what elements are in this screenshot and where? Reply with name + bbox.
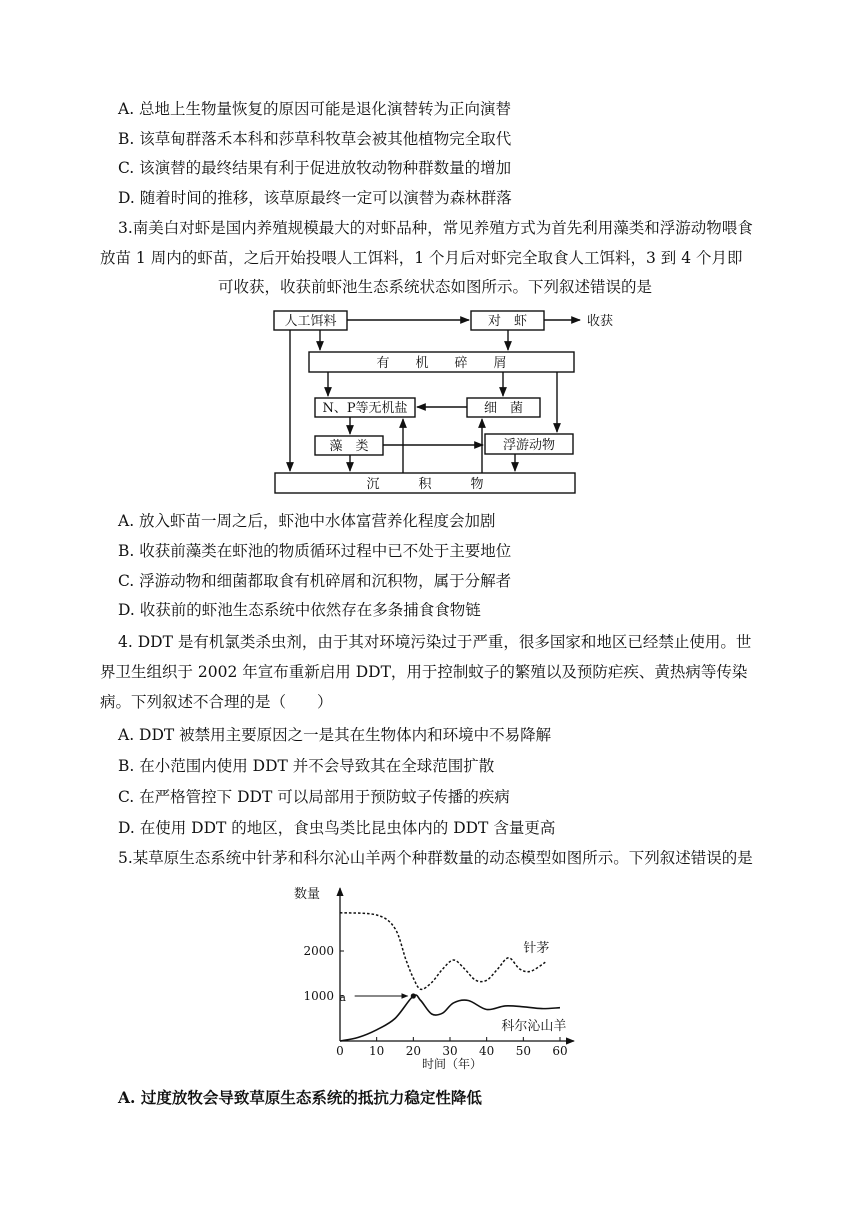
x-tick-label: 20 — [405, 1044, 421, 1058]
q3-option-d: D. 收获前的虾池生态系统中依然存在多条捕食食物链 — [118, 601, 481, 619]
q4-option-b: B. 在小范围内使用 DDT 并不会导致其在全球范围扩散 — [118, 757, 495, 775]
annotation-a: a — [339, 991, 346, 1004]
y-axis-label: 数量 — [294, 887, 321, 902]
population-chart — [290, 880, 590, 1070]
series-needlegrass-line — [340, 913, 545, 990]
algae-label: 藻 类 — [329, 439, 369, 454]
detritus-label: 有 机 碎 屑 — [376, 356, 507, 371]
shrimp-label: 对 虾 — [487, 314, 528, 329]
x-tick-label: 50 — [515, 1044, 531, 1058]
series-goat-line — [340, 995, 560, 1041]
q4-stem-line-2: 界卫生组织于 2002 年宣布重新启用 DDT，用于控制蚊子的繁殖以及预防疟疾、黄热病等传染 — [100, 663, 748, 681]
q4-option-c: C. 在严格管控下 DDT 可以局部用于预防蚊子传播的疾病 — [118, 788, 510, 806]
q4-option-d: D. 在使用 DDT 的地区，食虫鸟类比昆虫体内的 DDT 含量更高 — [118, 819, 556, 837]
x-tick-label: 30 — [442, 1044, 458, 1058]
series-goat-label: 科尔沁山羊 — [501, 1019, 567, 1034]
series-needlegrass-label: 针茅 — [523, 940, 550, 956]
inorganic-label: N、P等无机盐 — [322, 401, 408, 416]
q2-option-d: D. 随着时间的推移，该草原最终一定可以演替为森林群落 — [118, 189, 512, 207]
zooplankton-label: 浮游动物 — [502, 438, 556, 453]
y-tick-label: 1000 — [303, 989, 334, 1003]
q3-option-c: C. 浮游动物和细菌都取食有机碎屑和沉积物，属于分解者 — [118, 572, 512, 590]
q2-option-a: A. 总地上生物量恢复的原因可能是退化演替转为正向演替 — [118, 100, 512, 118]
annotation-point — [411, 993, 416, 998]
q3-stem-line-1: 3.南美白对虾是国内养殖规模最大的对虾品种，常见养殖方式为首先利用藻类和浮游动物喂食 — [118, 219, 753, 237]
shrimp-pond-diagram — [260, 303, 630, 499]
q5-stem: 5.某草原生态系统中针茅和科尔沁山羊两个种群数量的动态模型如图所示。下列叙述错误的是 — [118, 849, 753, 867]
q4-stem-line-3: 病。下列叙述不合理的是（ ） — [100, 693, 333, 711]
x-tick-label: 10 — [369, 1044, 385, 1058]
q2-option-c: C. 该演替的最终结果有利于促进放牧动物种群数量的增加 — [118, 159, 512, 177]
q3-stem-line-3: 可收获，收获前虾池生态系统状态如图所示。下列叙述错误的是 — [218, 278, 653, 296]
q4-stem-line-1: 4. DDT 是有机氯类杀虫剂，由于其对环境污染过于严重，很多国家和地区已经禁止使用。世 — [118, 633, 752, 651]
bacteria-label: 细 菌 — [483, 401, 524, 416]
feed-label: 人工饵料 — [284, 314, 337, 329]
q3-option-a: A. 放入虾苗一周之后，虾池中水体富营养化程度会加剧 — [118, 512, 496, 530]
y-tick-label: 2000 — [303, 944, 334, 958]
q3-stem-line-2: 放苗 1 周内的虾苗，之后开始投喂人工饵料，1 个月后对虾完全取食人工饵料，3 到 4 个月即 — [100, 249, 743, 267]
q3-option-b: B. 收获前藻类在虾池的物质循环过程中已不处于主要地位 — [118, 542, 512, 560]
q2-option-b: B. 该草甸群落禾本科和莎草科牧草会被其他植物完全取代 — [118, 130, 512, 148]
x-tick-label: 60 — [552, 1044, 568, 1058]
harvest-label: 收获 — [586, 314, 614, 329]
x-tick-label: 0 — [336, 1044, 344, 1058]
x-tick-label: 40 — [479, 1044, 495, 1058]
q4-option-a: A. DDT 被禁用主要原因之一是其在生物体内和环境中不易降解 — [118, 726, 552, 744]
x-axis-label: 时间（年） — [422, 1057, 483, 1070]
sediment-label: 沉 积 物 — [366, 477, 484, 492]
q5-option-a: A. 过度放牧会导致草原生态系统的抵抗力稳定性降低 — [118, 1088, 482, 1107]
